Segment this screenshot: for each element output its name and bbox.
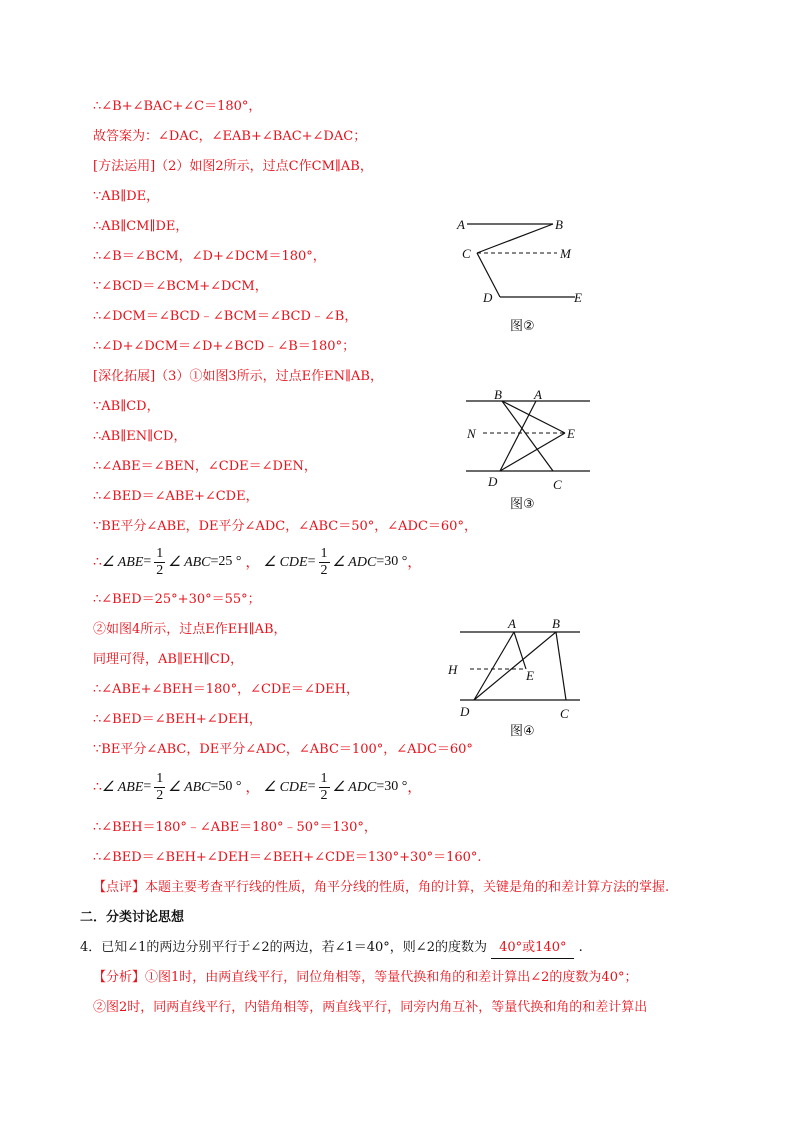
figure-4-caption: 图④: [510, 724, 535, 739]
solution-line: ∴∠ABE+∠BEH＝180°，∠CDE＝∠DEH，: [93, 682, 359, 697]
point-label: A: [534, 387, 542, 402]
point-label: B: [552, 616, 560, 631]
solution-line: ∴∠BED＝∠BEH+∠DEH＝∠BEH+∠CDE＝130°+30°＝160°.: [93, 850, 482, 865]
solution-line: ∴∠DCM＝∠BCD﹣∠BCM＝∠BCD﹣∠B，: [93, 309, 358, 324]
solution-line: ∵AB∥CD，: [93, 399, 160, 414]
formula-term: ∠ ADC: [332, 779, 377, 795]
solution-line: ∵∠BCD＝∠BCM+∠DCM，: [93, 279, 268, 294]
formula-value: =25 °: [210, 554, 242, 569]
fraction-denominator: 2: [156, 787, 164, 803]
solution-line: ∴∠ABE＝∠BEN，∠CDE＝∠DEN，: [93, 459, 317, 474]
figure-2-caption: 图②: [510, 319, 535, 334]
point-label: D: [460, 704, 470, 719]
fraction-denominator: 2: [320, 787, 328, 803]
point-label: B: [555, 217, 563, 232]
solution-line: ∵BE平分∠ABC，DE平分∠ADC，∠ABC＝100°，∠ADC＝60°: [93, 742, 473, 757]
solution-line: ∴AB∥CM∥DE，: [93, 219, 189, 234]
analysis-line: ②图2时，同两直线平行，内错角相等，两直线平行，同旁内角互补，等量代换和角的和差计算出: [93, 1000, 648, 1015]
solution-line: ∴∠BED＝25°+30°＝55°；: [93, 592, 261, 607]
formula-term: ∠ ABC: [168, 779, 211, 795]
solution-line: 同理可得，AB∥EH∥CD，: [93, 652, 244, 667]
formula-equals: =: [307, 779, 316, 794]
point-label: C: [560, 706, 569, 721]
point-label: M: [560, 246, 571, 261]
formula-abe-cde-2: [93, 767, 421, 807]
solution-line: ∵BE平分∠ABE，DE平分∠ADC，∠ABC＝50°，∠ADC＝60°，: [93, 519, 477, 534]
formula-term: ∠ ABE: [101, 779, 144, 795]
point-label: A: [457, 217, 465, 232]
question-4: [80, 938, 583, 959]
formula-value: =30 °: [376, 779, 408, 794]
figure-3-caption: 图③: [510, 497, 535, 512]
fraction-denominator: 2: [156, 562, 164, 578]
question-text: 4．已知∠1的两边分别平行于∠2的两边，若∠1＝40°，则∠2的度数为: [80, 940, 487, 955]
point-label: B: [494, 387, 502, 402]
fraction-half: [154, 771, 165, 804]
solution-line: ∴∠B+∠BAC+∠C＝180°，: [93, 99, 262, 114]
solution-line: [深化拓展]（3）①如图3所示，过点E作EN∥AB，: [93, 369, 383, 384]
fraction-numerator: 1: [156, 770, 164, 786]
point-label: C: [553, 477, 562, 492]
solution-line: ∴AB∥EN∥CD，: [93, 429, 187, 444]
solution-line: ∴∠BEH＝180°﹣∠ABE＝180°﹣50°＝130°，: [93, 820, 377, 835]
formula-equals: =: [143, 779, 152, 794]
figure-3: [458, 385, 598, 495]
point-label: N: [467, 426, 476, 441]
question-end: .: [578, 940, 583, 955]
formula-equals: =: [143, 554, 152, 569]
formula-term: ∠ ABC: [168, 554, 211, 570]
solution-line: ∴∠B＝∠BCM，∠D+∠DCM＝180°，: [93, 249, 326, 264]
formula-end: ，: [407, 555, 422, 571]
fraction-numerator: 1: [156, 545, 164, 561]
solution-line: 故答案为：∠DAC，∠EAB+∠BAC+∠DAC；: [93, 129, 367, 144]
fraction-numerator: 1: [320, 770, 328, 786]
solution-line: ∴∠BED＝∠BEH+∠DEH，: [93, 712, 262, 727]
point-label: A: [508, 616, 516, 631]
point-label: H: [448, 662, 458, 677]
solution-line: ∴∠D+∠DCM＝∠D+∠BCD﹣∠B＝180°；: [93, 339, 356, 354]
section-title: 二．分类讨论思想: [80, 910, 185, 925]
solution-line: ∴∠BED＝∠ABE+∠CDE，: [93, 489, 259, 504]
point-label: C: [462, 246, 471, 261]
point-label: E: [526, 668, 534, 683]
comment-line: 【点评】本题主要考查平行线的性质，角平分线的性质，角的计算，关键是角的和差计算方法的掌握.: [93, 880, 670, 895]
formula-separator: ，: [245, 555, 260, 571]
formula-value: =30 °: [376, 554, 408, 569]
figure-4-diagram: [442, 614, 592, 724]
formula-prefix: ∴: [93, 779, 102, 795]
point-label: D: [488, 474, 498, 489]
figure-4: [442, 614, 592, 724]
formula-term: ∠ CDE: [263, 779, 308, 795]
fraction-half: [319, 546, 330, 579]
point-label: D: [483, 290, 493, 305]
formula-term: ∠ ADC: [332, 554, 377, 570]
formula-term: ∠ ABE: [101, 554, 144, 570]
formula-value: =50 °: [210, 779, 242, 794]
point-label: E: [574, 290, 582, 305]
point-label: E: [567, 426, 575, 441]
formula-term: ∠ CDE: [263, 554, 308, 570]
solution-line: [方法运用]（2）如图2所示，过点C作CM∥AB，: [93, 159, 373, 174]
formula-equals: =: [307, 554, 316, 569]
fraction-denominator: 2: [320, 562, 328, 578]
fraction-numerator: 1: [320, 545, 328, 561]
formula-abe-cde-1: [93, 542, 421, 582]
question-answer: 40°或140°: [491, 938, 574, 959]
analysis-line: 【分析】①图1时，由两直线平行，同位角相等，等量代换和角的和差计算出∠2的度数为40°；: [93, 970, 638, 985]
solution-line: ∵AB∥DE，: [93, 189, 160, 204]
figure-3-diagram: [458, 385, 598, 495]
formula-prefix: ∴: [93, 554, 102, 570]
fraction-half: [154, 546, 165, 579]
formula-separator: ，: [245, 780, 260, 796]
fraction-half: [319, 771, 330, 804]
solution-line: ②如图4所示，过点E作EH∥AB，: [93, 622, 287, 637]
formula-end: ，: [407, 780, 422, 796]
